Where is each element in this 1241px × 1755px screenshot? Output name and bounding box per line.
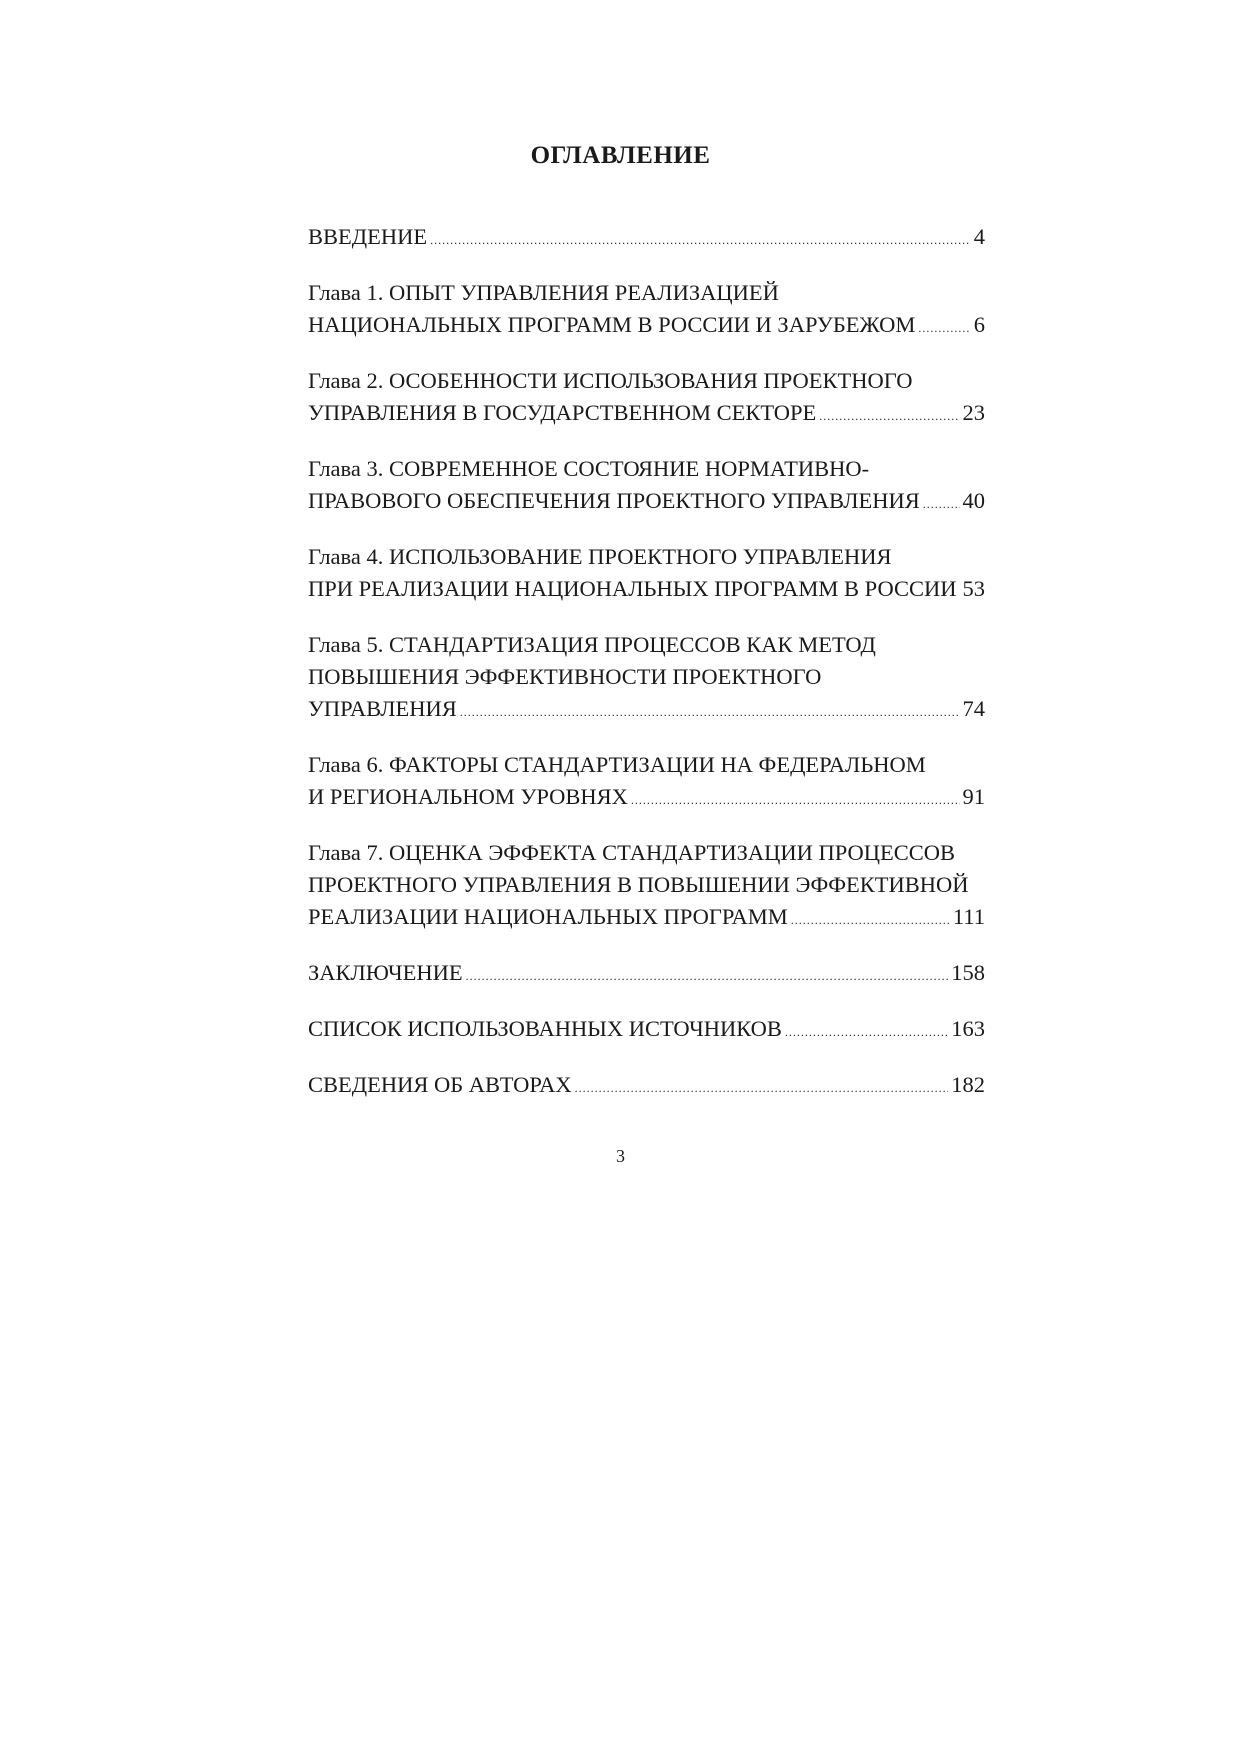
toc-entry-title: ПРОЕКТНОГО УПРАВЛЕНИЯ В ПОВЫШЕНИИ ЭФФЕКТИВНОЙ bbox=[308, 872, 969, 897]
toc-entry-chapter-1[interactable] bbox=[308, 277, 985, 341]
toc-entry-title: УПРАВЛЕНИЯ bbox=[308, 696, 457, 721]
toc-page-number: 6 bbox=[973, 312, 985, 337]
toc-entry-chapter-2[interactable] bbox=[308, 365, 985, 429]
toc-entry-chapter-5[interactable] bbox=[308, 629, 985, 725]
toc-entry-title: УПРАВЛЕНИЯ В ГОСУДАРСТВЕННОМ СЕКТОРЕ bbox=[308, 400, 817, 425]
toc-entry-line bbox=[308, 573, 985, 605]
toc-entry-title: ПОВЫШЕНИЯ ЭФФЕКТИВНОСТИ ПРОЕКТНОГО bbox=[308, 664, 822, 689]
dot-leader bbox=[466, 970, 949, 982]
toc-entry-authors[interactable] bbox=[308, 1069, 985, 1101]
toc-entry-title: Глава 3. СОВРЕМЕННОЕ СОСТОЯНИЕ НОРМАТИВНО- bbox=[308, 456, 870, 481]
toc-page-number: 182 bbox=[951, 1072, 985, 1097]
table-of-contents bbox=[308, 221, 985, 1125]
toc-entry-title: Глава 1. ОПЫТ УПРАВЛЕНИЯ РЕАЛИЗАЦИЕЙ bbox=[308, 280, 779, 305]
page-title: ОГЛАВЛЕНИЕ bbox=[530, 142, 711, 169]
toc-page-number: 158 bbox=[951, 960, 985, 985]
toc-entry-title: ПРАВОВОГО ОБЕСПЕЧЕНИЯ ПРОЕКТНОГО УПРАВЛЕНИЯ bbox=[308, 488, 920, 513]
toc-entry-introduction[interactable] bbox=[308, 221, 985, 253]
toc-entry-references[interactable] bbox=[308, 1013, 985, 1045]
toc-entry-line bbox=[308, 957, 985, 989]
toc-entry-chapter-6[interactable] bbox=[308, 749, 985, 813]
toc-entry-chapter-7[interactable] bbox=[308, 837, 985, 933]
toc-entry-title: НАЦИОНАЛЬНЫХ ПРОГРАММ В РОССИИ И ЗАРУБЕЖОМ bbox=[308, 312, 916, 337]
dot-leader bbox=[631, 794, 960, 806]
dot-leader bbox=[923, 498, 960, 510]
toc-entry-chapter-4[interactable] bbox=[308, 541, 985, 605]
toc-entry-line bbox=[308, 693, 985, 725]
dot-leader bbox=[918, 322, 970, 334]
toc-page-number: 53 bbox=[962, 576, 985, 601]
toc-entry-line bbox=[308, 485, 985, 517]
dot-leader bbox=[791, 914, 950, 926]
dot-leader bbox=[460, 706, 960, 718]
toc-entry-line bbox=[308, 901, 985, 933]
toc-page-number: 23 bbox=[962, 400, 985, 425]
toc-page-number: 111 bbox=[952, 904, 985, 929]
toc-entry-title: Глава 6. ФАКТОРЫ СТАНДАРТИЗАЦИИ НА ФЕДЕРАЛЬНОМ bbox=[308, 752, 926, 777]
toc-entry-line bbox=[308, 1069, 985, 1101]
toc-entry-title: И РЕГИОНАЛЬНОМ УРОВНЯХ bbox=[308, 784, 628, 809]
toc-entry-title: ЗАКЛЮЧЕНИЕ bbox=[308, 960, 463, 985]
toc-entry-line bbox=[308, 781, 985, 813]
toc-page-number: 74 bbox=[962, 696, 985, 721]
page-footer-number: 3 bbox=[616, 1146, 625, 1166]
dot-leader bbox=[785, 1026, 948, 1038]
toc-page-number: 91 bbox=[962, 784, 985, 809]
toc-entry-line bbox=[308, 221, 985, 253]
toc-entry-title: ВВЕДЕНИЕ bbox=[308, 224, 428, 249]
toc-entry-conclusion[interactable] bbox=[308, 957, 985, 989]
toc-entry-line bbox=[308, 309, 985, 341]
toc-entry-title: Глава 2. ОСОБЕННОСТИ ИСПОЛЬЗОВАНИЯ ПРОЕКТНОГО bbox=[308, 368, 913, 393]
dot-leader bbox=[575, 1082, 949, 1094]
toc-entry-title: СВЕДЕНИЯ ОБ АВТОРАХ bbox=[308, 1072, 572, 1097]
toc-page-number: 40 bbox=[962, 488, 985, 513]
toc-entry-title: Глава 7. ОЦЕНКА ЭФФЕКТА СТАНДАРТИЗАЦИИ ПРОЦЕССОВ bbox=[308, 840, 956, 865]
toc-entry-title: РЕАЛИЗАЦИИ НАЦИОНАЛЬНЫХ ПРОГРАММ bbox=[308, 904, 788, 929]
dot-leader bbox=[819, 410, 959, 422]
toc-entry-line bbox=[308, 1013, 985, 1045]
toc-page-number: 163 bbox=[951, 1016, 985, 1041]
toc-entry-title: СПИСОК ИСПОЛЬЗОВАННЫХ ИСТОЧНИКОВ bbox=[308, 1016, 782, 1041]
toc-entry-title: ПРИ РЕАЛИЗАЦИИ НАЦИОНАЛЬНЫХ ПРОГРАММ В РОССИИ bbox=[308, 576, 957, 601]
toc-entry-line bbox=[308, 397, 985, 429]
dot-leader bbox=[430, 234, 971, 246]
toc-entry-title: Глава 5. СТАНДАРТИЗАЦИЯ ПРОЦЕССОВ КАК МЕТОД bbox=[308, 632, 876, 657]
toc-entry-title: Глава 4. ИСПОЛЬЗОВАНИЕ ПРОЕКТНОГО УПРАВЛЕНИЯ bbox=[308, 544, 892, 569]
toc-page-number: 4 bbox=[973, 224, 985, 249]
toc-entry-chapter-3[interactable] bbox=[308, 453, 985, 517]
